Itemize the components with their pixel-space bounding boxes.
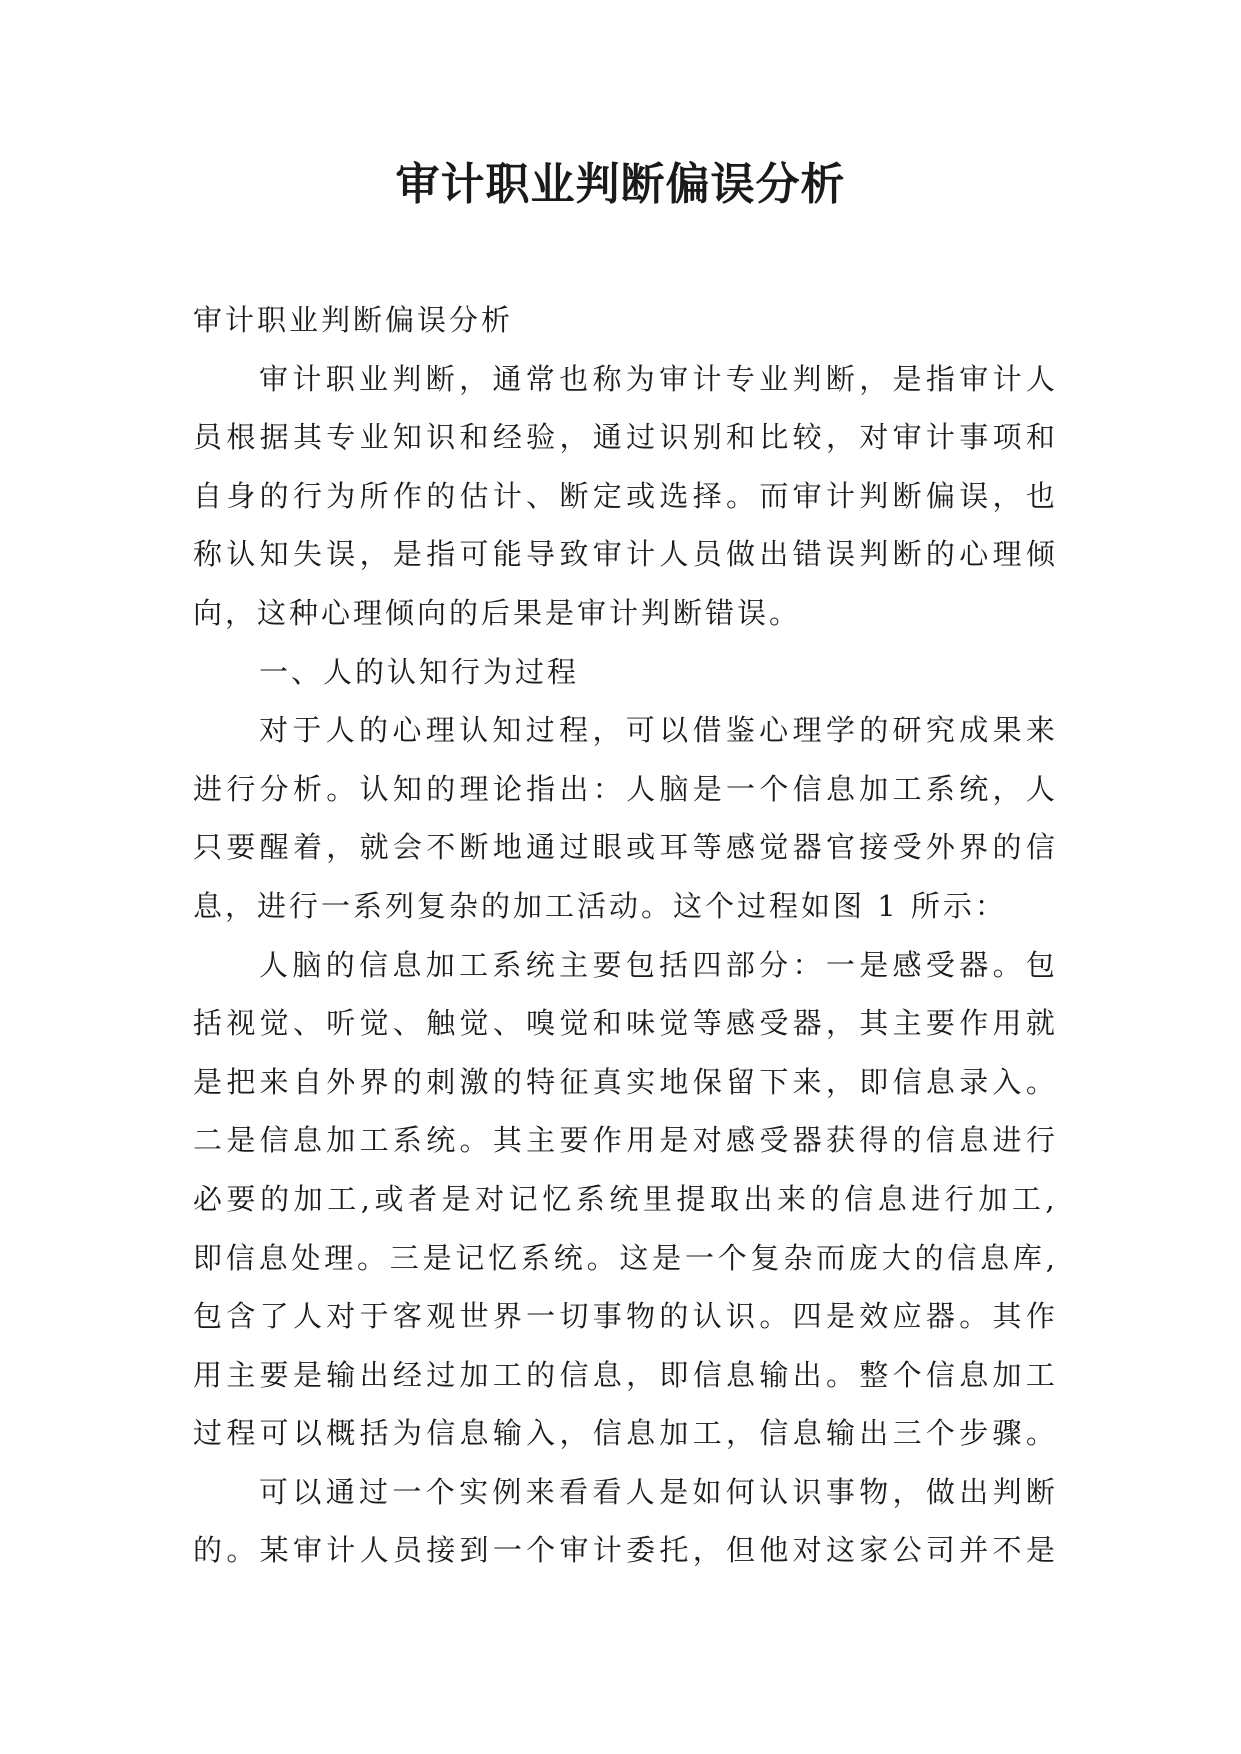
text-line: 二 是 信 息 加 工 系 统 。 其 主 要 作 用 是 对 感 受 器 获 得 的 信 息 进 行 <box>193 1123 1055 1158</box>
document-body <box>193 291 1055 1580</box>
text-line: 息，进行一系列复杂的加工活动。这个过程如图 1 所示： <box>193 888 1007 923</box>
text-line: 审 计 职 业 判 断 ， 通 常 也 称 为 审 计 专 业 判 断 ， 是 指 审 计 人 <box>259 361 1055 396</box>
document-title: 审计职业判断偏误分析 <box>395 159 846 210</box>
text-line: 进 行 分 析 。 认 知 的 理 论 指 出 ： 人 脑 是 一 个 信 息 加 工 系 统 ， 人 <box>193 771 1055 806</box>
text-line: 即 信 息 处 理 。 三 是 记 忆 系 统 。 这 是 一 个 复 杂 而 庞 大 的 信 息 库 , <box>193 1240 1055 1275</box>
text-line: 只 要 醒 着 ， 就 会 不 断 地 通 过 眼 或 耳 等 感 觉 器 官 接 受 外 界 的 信 <box>193 830 1055 865</box>
text-line: 自 身 的 行 为 所 作 的 估 计 、 断 定 或 选 择 。 而 审 计 判 断 偏 误 ， 也 <box>193 478 1055 513</box>
text-line: 审计职业判断偏误分析 <box>193 303 514 337</box>
text-line: 包 含 了 人 对 于 客 观 世 界 一 切 事 物 的 认 识 。 四 是 效 应 器 。 其 作 <box>193 1299 1055 1334</box>
text-line: 对 于 人 的 心 理 认 知 过 程 ， 可 以 借 鉴 心 理 学 的 研 究 成 果 来 <box>259 713 1055 748</box>
text-line: 称 认 知 失 误 ， 是 指 可 能 导 致 审 计 人 员 做 出 错 误 判 断 的 心 理 倾 <box>193 537 1055 572</box>
text-line: 可 以 通 过 一 个 实 例 来 看 看 人 是 如 何 认 识 事 物 ， 做 出 判 断 <box>259 1474 1055 1509</box>
text-line: 向，这种心理倾向的后果是审计判断错误。 <box>193 595 802 630</box>
text-line: 一、人的认知行为过程 <box>259 654 580 689</box>
text-line: 过 程 可 以 概 括 为 信 息 输 入 ， 信 息 加 工 ， 信 息 输 出 三 个 步 骤 。 <box>193 1416 1055 1451</box>
text-line: 必 要 的 加 工 , 或 者 是 对 记 忆 系 统 里 提 取 出 来 的 信 息 进 行 加 工 , <box>193 1181 1055 1216</box>
text-line: 括 视 觉 、 听 觉 、 触 觉 、 嗅 觉 和 味 觉 等 感 受 器 ， 其 主 要 作 用 就 <box>193 1006 1055 1041</box>
text-line: 是 把 来 自 外 界 的 刺 激 的 特 征 真 实 地 保 留 下 来 ， 即 信 息 录 入 。 <box>193 1064 1055 1099</box>
text-line: 人 脑 的 信 息 加 工 系 统 主 要 包 括 四 部 分 ： 一 是 感 受 器 。 包 <box>259 947 1055 982</box>
text-line: 的 。 某 审 计 人 员 接 到 一 个 审 计 委 托 ， 但 他 对 这 家 公 司 并 不 是 <box>193 1533 1055 1568</box>
text-line: 员 根 据 其 专 业 知 识 和 经 验 ， 通 过 识 别 和 比 较 ， 对 审 计 事 项 和 <box>193 420 1055 455</box>
text-line: 用 主 要 是 输 出 经 过 加 工 的 信 息 ， 即 信 息 输 出 。 整 个 信 息 加 工 <box>193 1357 1055 1392</box>
